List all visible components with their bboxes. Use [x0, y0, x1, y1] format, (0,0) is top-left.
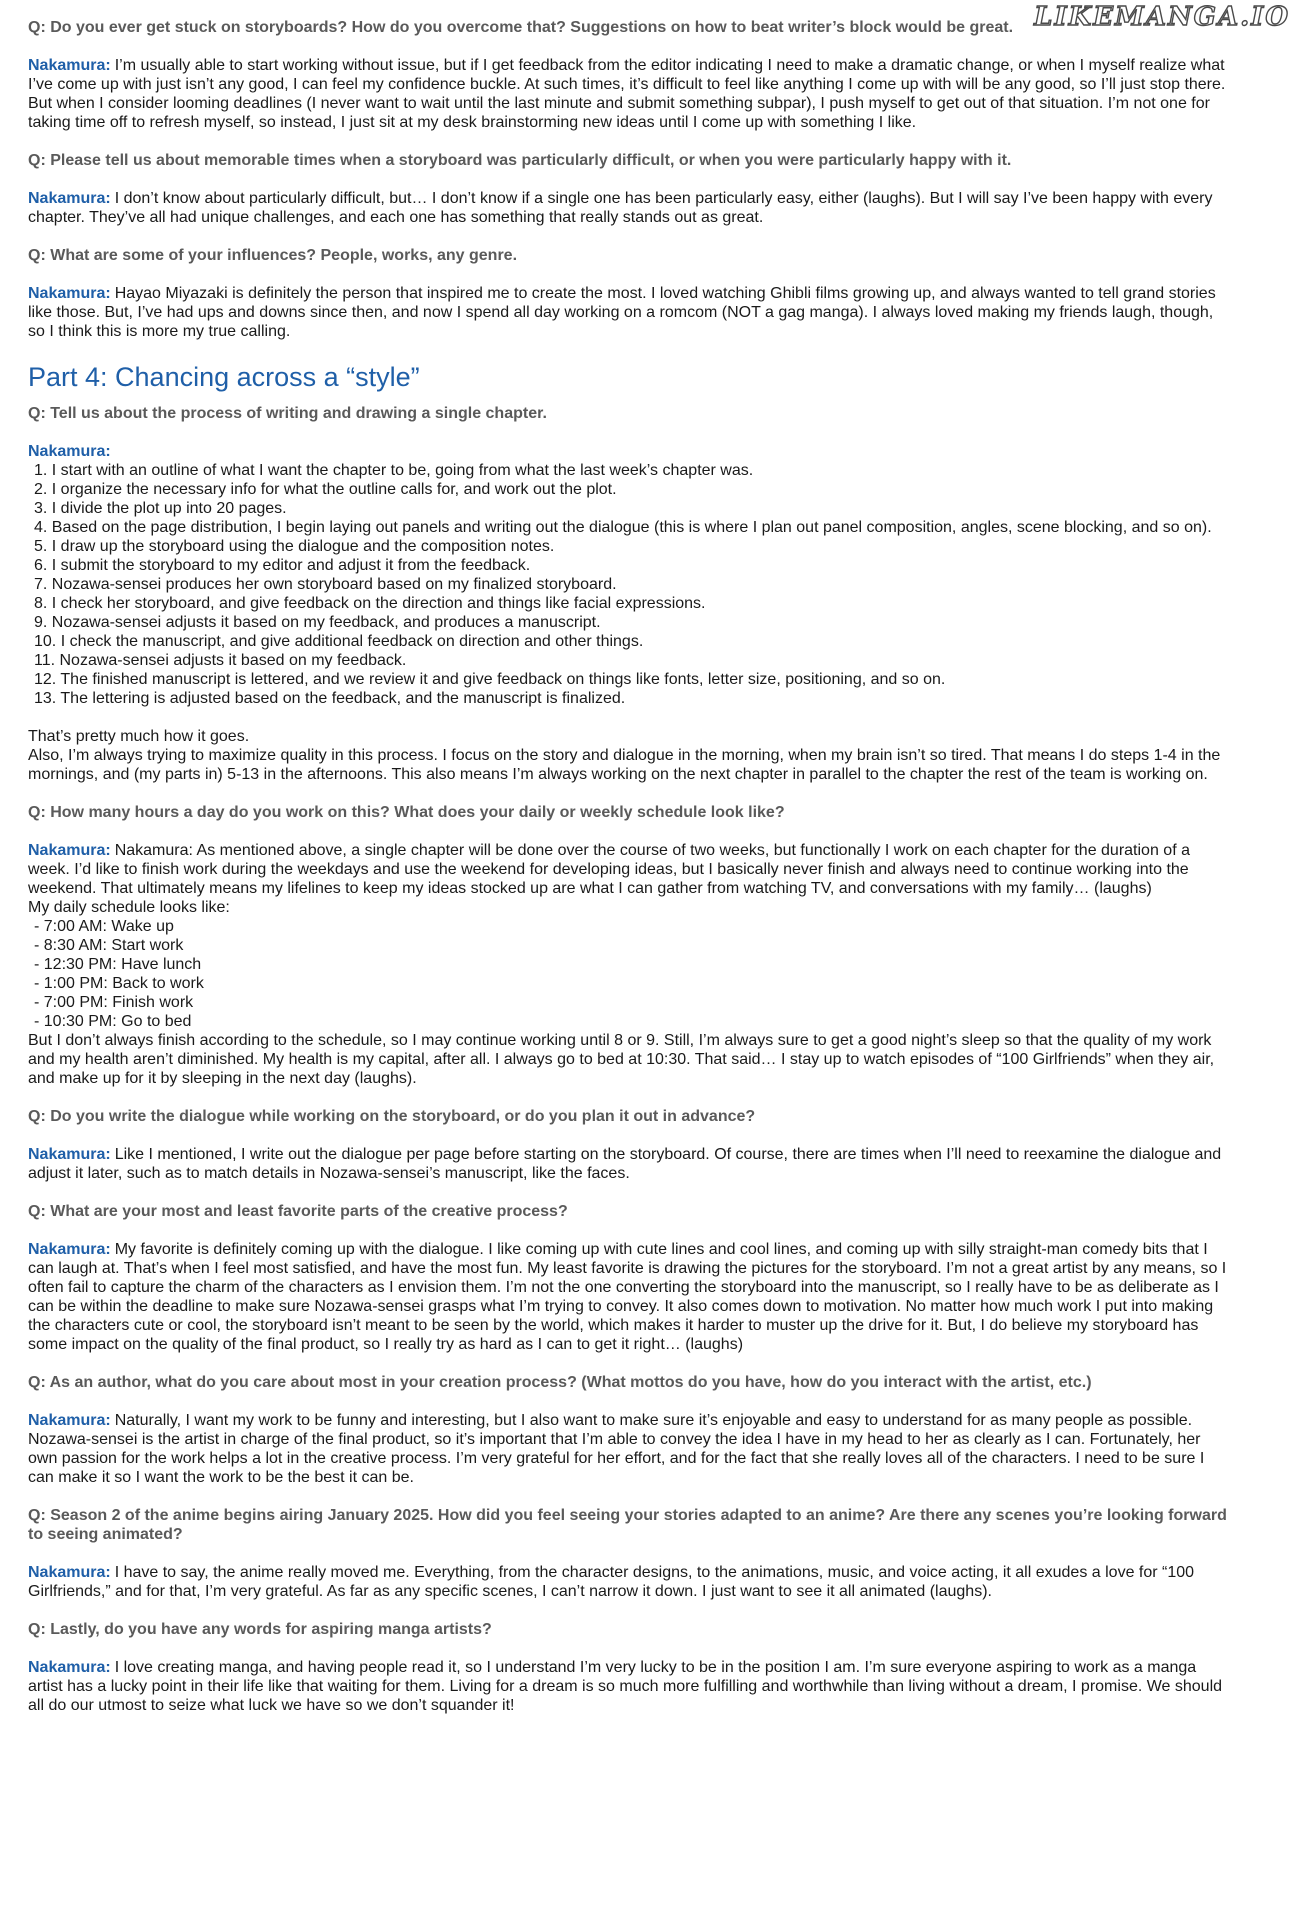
process-step: 8. I check her storyboard, and give feedback on the direction and things like facial expressions. [34, 595, 706, 612]
question-2: Q: Please tell us about memorable times when a storyboard was particularly difficult, or when you were particularly happy with it. [28, 152, 1012, 169]
speaker-label: Nakamura: [28, 1241, 111, 1258]
answer-text: That’s pretty much how it goes. [28, 728, 250, 745]
process-step: 6. I submit the storyboard to my editor and adjust it from the feedback. [34, 557, 531, 574]
speaker-label: Nakamura: [28, 190, 111, 207]
question-7: Q: What are your most and least favorite parts of the creative process? [28, 1203, 568, 1220]
process-step: 10. I check the manuscript, and give additional feedback on direction and other things. [34, 633, 644, 650]
question-3: Q: What are some of your influences? People, works, any genre. [28, 247, 518, 264]
answer-7 [28, 1240, 1228, 1354]
process-step: 2. I organize the necessary info for what the outline calls for, and work out the plot. [34, 481, 617, 498]
question-10: Q: Lastly, do you have any words for aspiring manga artists? [28, 1621, 492, 1638]
process-step: 1. I start with an outline of what I want the chapter to be, going from what the last week’s chapter was. [34, 462, 754, 479]
speaker-label: Nakamura: [28, 443, 111, 460]
answer-text: I don’t know about particularly difficult, but… I don’t know if a single one has been particularly easy, either (laughs). But I will say I’ve been happy with every chapter. They’ve all had unique challenges, and each one has something that really stands out as great. [28, 190, 1213, 226]
process-steps-list [28, 461, 1228, 708]
process-step: 9. Nozawa-sensei adjusts it based on my feedback, and produces a manuscript. [34, 614, 601, 631]
answer-text: Naturally, I want my work to be funny and interesting, but I also want to make sure it’s enjoyable and easy to understand for as many people as possible. Nozawa-sensei is the artist in charge of the final product, so it’s important that I’m able to convey the idea I have in my head to her as clearly as I can. Fortunately, her own passion for the work helps a lot in the creative process. I’m very grateful for her effort, and for the fact that she really loves all of the characters. I need to be sure I can make it so I want the work to be the best it can be. [28, 1412, 1205, 1486]
process-step: 3. I divide the plot up into 20 pages. [34, 500, 287, 517]
question-4: Q: Tell us about the process of writing and drawing a single chapter. [28, 405, 547, 422]
answer-4-followup [28, 727, 1228, 784]
question-8: Q: As an author, what do you care about most in your creation process? (What mottos do you have, how do you interact with the artist, etc.) [28, 1374, 1092, 1391]
answer-8 [28, 1411, 1228, 1487]
schedule-intro: My daily schedule looks like: [28, 899, 230, 916]
answer-2 [28, 189, 1228, 227]
answer-text: I love creating manga, and having people read it, so I understand I’m very lucky to be in the position I am. I’m sure everyone aspiring to work as a manga artist has a lucky point in their life like that waiting for them. Living for a dream is so much more fulfilling and worthwhile than living without a dream, I promise. We should all do our utmost to seize what luck we have so we don’t squander it! [28, 1659, 1223, 1714]
speaker-label: Nakamura: [28, 1146, 111, 1163]
schedule-item: - 1:00 PM: Back to work [34, 975, 204, 992]
answer-text: Hayao Miyazaki is definitely the person that inspired me to create the most. I loved watching Ghibli films growing up, and always wanted to tell grand stories like those. But, I’ve had ups and downs since then, and now I spend all day working on a romcom (NOT a gag manga). I always loved making my friends laugh, though, so I think this is more my true calling. [28, 285, 1216, 340]
answer-9 [28, 1563, 1228, 1601]
answer-1 [28, 56, 1228, 132]
daily-schedule-list [28, 917, 1228, 1031]
schedule-item: - 7:00 PM: Finish work [34, 994, 194, 1011]
speaker-label: Nakamura: [28, 842, 111, 859]
schedule-item: - 10:30 PM: Go to bed [34, 1013, 192, 1030]
interview-page [28, 18, 1228, 1734]
answer-5-intro [28, 841, 1228, 898]
answer-5 [28, 841, 1228, 1088]
process-step: 5. I draw up the storyboard using the dialogue and the composition notes. [34, 538, 555, 555]
schedule-item: - 8:30 AM: Start work [34, 937, 184, 954]
speaker-label: Nakamura: [28, 1412, 111, 1429]
process-step: 12. The finished manuscript is lettered, and we review it and give feedback on things like fonts, letter size, positioning, and so on. [34, 671, 946, 688]
schedule-item: - 12:30 PM: Have lunch [34, 956, 202, 973]
speaker-label: Nakamura: [28, 57, 111, 74]
speaker-label: Nakamura: [28, 1659, 111, 1676]
question-1: Q: Do you ever get stuck on storyboards? How do you overcome that? Suggestions on how to beat writer’s block would be great. [28, 19, 1014, 36]
question-5: Q: How many hours a day do you work on this? What does your daily or weekly schedule look like? [28, 804, 785, 821]
speaker-label: Nakamura: [28, 285, 111, 302]
question-9: Q: Season 2 of the anime begins airing January 2025. How did you feel seeing your stories adapted to an anime? Are there any scenes you’re looking forward to seeing animated? [28, 1507, 1227, 1543]
question-6: Q: Do you write the dialogue while working on the storyboard, or do you plan it out in advance? [28, 1108, 756, 1125]
watermark: LIKEMANGA.IO [1034, 2, 1290, 32]
answer-text: I’m usually able to start working without issue, but if I get feedback from the editor indicating I need to make a dramatic change, or when I myself realize what I’ve come up with just isn’t any good, I can feel my confidence buckle. At such times, it’s difficult to feel like anything I come up with will be any good, so I’ll just stop there. But when I consider looming deadlines (I never want to wait until the last minute and submit something subpar), I push myself to get out of that situation. I’m not one for taking time off to refresh myself, so instead, I just sit at my desk brainstorming new ideas until I come up with something I like. [28, 57, 1226, 131]
answer-text: Like I mentioned, I write out the dialogue per page before starting on the storyboard. Of course, there are times when I’ll need to reexamine the dialogue and adjust it later, such as to match details in Nozawa-sensei’s manuscript, like the faces. [28, 1146, 1222, 1182]
process-step: 11. Nozawa-sensei adjusts it based on my feedback. [34, 652, 407, 669]
answer-text: Nakamura: As mentioned above, a single chapter will be done over the course of two weeks, but functionally I work on each chapter for the duration of a week. I’d like to finish work during the weekdays and use the weekend for developing ideas, but I basically never finish and always need to continue working into the weekend. That ultimately means my lifelines to keep my ideas stocked up are what I can gather from watching TV, and conversations with my family… (laughs) [28, 842, 1190, 897]
schedule-item: - 7:00 AM: Wake up [34, 918, 174, 935]
answer-text: But I don’t always finish according to the schedule, so I may continue working until 8 or 9. Still, I’m always sure to get a good night’s sleep so that the quality of my work and my health aren’t diminished. My health is my capital, after all. I always go to bed at 10:30. That said… I stay up to watch episodes of “100 Girlfriends” when they air, and make up for it by sleeping in the next day (laughs). [28, 1032, 1215, 1087]
answer-text: I have to say, the anime really moved me. Everything, from the character designs, to the animations, music, and voice acting, it all exudes a love for “100 Girlfriends,” and for that, I’m very grateful. As far as any specific scenes, I can’t narrow it down. I just want to see it all animated (laughs). [28, 1564, 1195, 1600]
answer-4-speaker [28, 442, 1228, 461]
process-step: 13. The lettering is adjusted based on the feedback, and the manuscript is finalized. [34, 690, 626, 707]
answer-text: Also, I’m always trying to maximize quality in this process. I focus on the story and dialogue in the morning, when my brain isn’t so tired. That means I do steps 1-4 in the mornings, and (my parts in) 5-13 in the afternoons. This also means I’m always working on the next chapter in parallel to the chapter the rest of the team is working on. [28, 747, 1221, 783]
section-heading-part-4: Part 4: Chancing across a “style” [28, 362, 420, 392]
answer-text: My favorite is definitely coming up with the dialogue. I like coming up with cute lines and cool lines, and coming up with silly straight-man comedy bits that I can laugh at. That’s when I feel most satisfied, and have the most fun. My least favorite is drawing the pictures for the storyboard. I’m not a great artist by any means, so I often fail to capture the charm of the characters as I envision them. I’m not the one converting the storyboard into the manuscript, so I really have to be as deliberate as I can be within the deadline to make sure Nozawa-sensei grasps what I’m trying to convey. It also comes down to motivation. No matter how much work I put into making the characters cute or cool, the storyboard isn’t meant to be seen by the world, which makes it harder to muster up the drive for it. But, I do believe my storyboard has some impact on the quality of the final product, so I really try as hard as I can to get it right… (laughs) [28, 1241, 1227, 1353]
process-step: 4. Based on the page distribution, I begin laying out panels and writing out the dialogue (this is where I plan out panel composition, angles, scene blocking, and so on). [34, 519, 1212, 536]
speaker-label: Nakamura: [28, 1564, 111, 1581]
answer-10 [28, 1658, 1228, 1715]
answer-6 [28, 1145, 1228, 1183]
answer-3 [28, 284, 1228, 341]
process-step: 7. Nozawa-sensei produces her own storyboard based on my finalized storyboard. [34, 576, 617, 593]
